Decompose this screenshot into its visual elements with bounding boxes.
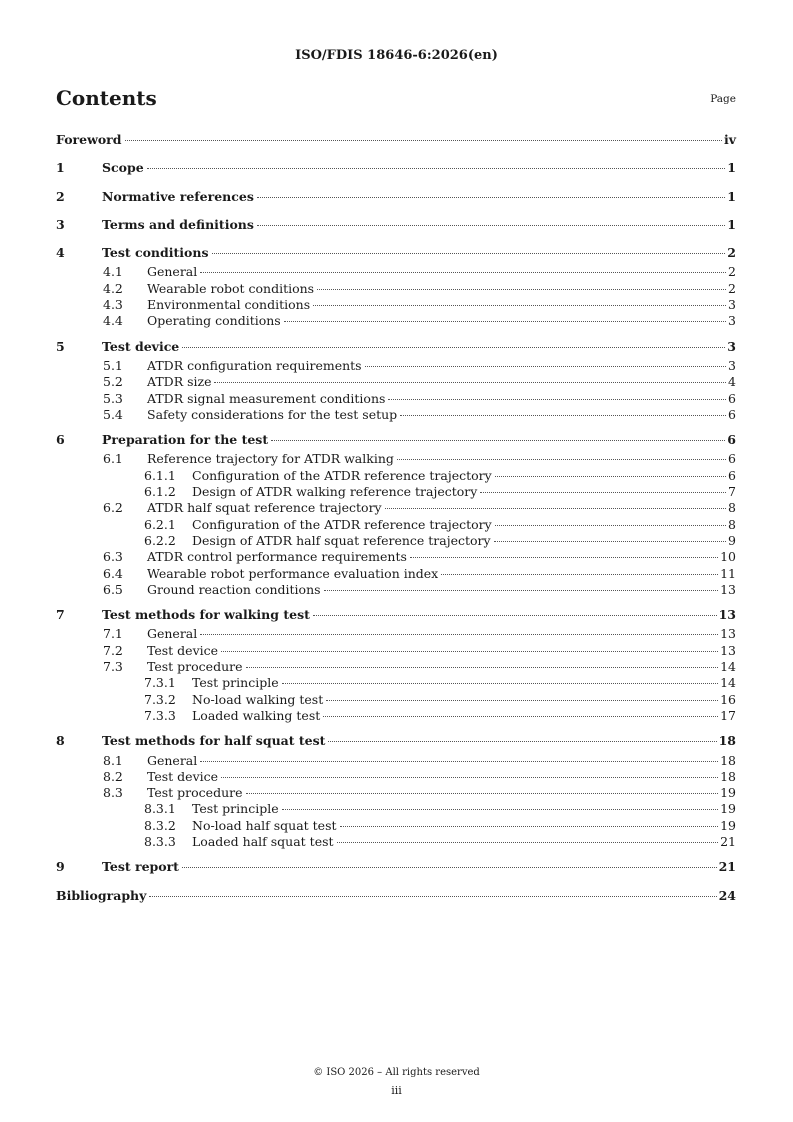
toc-entry-page: 7 <box>728 484 736 500</box>
toc-entry[interactable] <box>56 834 736 850</box>
toc-group <box>56 603 736 724</box>
toc-entry[interactable] <box>56 659 736 675</box>
dot-leader <box>284 321 726 322</box>
toc-entry-title: Safety considerations for the test setup <box>147 406 398 422</box>
dot-leader <box>313 305 726 306</box>
toc-entry[interactable] <box>56 468 736 484</box>
toc-entry-title: ATDR half squat reference trajectory <box>147 500 382 516</box>
toc-entry-page: 10 <box>720 549 736 565</box>
toc-entry-number: 6.5 <box>103 581 123 597</box>
toc-entry-title: Test device <box>147 642 219 658</box>
toc-entry-page: 8 <box>728 516 736 532</box>
toc-entry[interactable] <box>56 264 736 280</box>
toc-entry[interactable] <box>56 241 736 264</box>
toc-entry-title: Reference trajectory for ATDR walking <box>147 451 394 467</box>
dot-leader <box>125 140 722 141</box>
dot-leader <box>340 826 719 827</box>
toc-entry[interactable] <box>56 818 736 834</box>
dot-leader <box>246 667 719 668</box>
table-of-contents <box>56 128 736 912</box>
dot-leader <box>200 634 718 635</box>
toc-entry-title: Terms and definitions <box>102 213 255 236</box>
toc-entry-number: 7.2 <box>103 642 123 658</box>
toc-entry-title: ATDR configuration requirements <box>147 357 362 373</box>
toc-entry-page: 19 <box>720 817 736 833</box>
toc-entry[interactable] <box>56 533 736 549</box>
dot-leader <box>328 741 716 742</box>
toc-entry-number: 8.1 <box>103 752 123 768</box>
toc-entry-title: Design of ATDR half squat reference trajectory <box>192 532 491 548</box>
dot-leader <box>257 225 725 226</box>
dot-leader <box>200 761 718 762</box>
toc-entry-page: iv <box>723 132 736 147</box>
toc-entry-title: Test device <box>147 768 219 784</box>
toc-entry-number: 9 <box>56 859 65 875</box>
dot-leader <box>221 651 718 652</box>
toc-entry[interactable] <box>56 549 736 565</box>
toc-entry[interactable] <box>56 313 736 329</box>
toc-entry-page: 19 <box>720 785 736 801</box>
toc-entry-page: 14 <box>720 659 736 675</box>
toc-entry-title: Ground reaction conditions <box>147 581 321 597</box>
toc-entry-title: Test principle <box>192 675 279 691</box>
toc-entry-page: 19 <box>720 801 736 817</box>
page-number: iii <box>391 1084 402 1097</box>
toc-group <box>56 428 736 598</box>
dot-leader <box>495 525 726 526</box>
dot-leader <box>324 590 719 591</box>
toc-entry-number: 6.1.2 <box>144 484 176 500</box>
toc-entry[interactable] <box>56 517 736 533</box>
toc-entry-page: 1 <box>727 216 736 232</box>
toc-entry-number: 5.4 <box>103 406 123 422</box>
toc-entry-page: 18 <box>720 768 736 784</box>
toc-entry[interactable] <box>56 785 736 801</box>
toc-group <box>56 335 736 423</box>
toc-entry-page: 6 <box>727 432 736 448</box>
toc-entry[interactable] <box>56 769 736 785</box>
toc-entry-page: 13 <box>720 626 736 642</box>
toc-entry-title: Loaded half squat test <box>192 833 334 849</box>
toc-group <box>56 241 736 329</box>
toc-group <box>56 729 736 850</box>
toc-entry-number: 8.3 <box>103 785 123 801</box>
dot-leader <box>313 615 717 616</box>
toc-entry[interactable] <box>56 358 736 374</box>
toc-entry-page: 24 <box>718 887 736 903</box>
toc-entry-number: 8.3.2 <box>144 817 176 833</box>
dot-leader <box>337 842 719 843</box>
toc-entry-page: 2 <box>728 280 736 296</box>
toc-entry-title: General <box>147 752 198 768</box>
toc-entry-title: Environmental conditions <box>147 297 311 313</box>
toc-entry-page: 6 <box>728 467 736 483</box>
toc-entry-number: 7.3 <box>103 659 123 675</box>
toc-entry-page: 21 <box>720 833 736 849</box>
toc-entry-page: 2 <box>727 245 736 261</box>
toc-entry-number: 4.4 <box>103 313 123 329</box>
toc-entry-title: No-load walking test <box>192 691 324 707</box>
toc-entry-page: 18 <box>718 733 736 749</box>
toc-entry-number: 5.3 <box>103 390 123 406</box>
toc-entry-title: General <box>147 264 198 280</box>
toc-entry[interactable] <box>56 213 736 236</box>
contents-title: Contents <box>56 86 157 110</box>
dot-leader <box>388 399 726 400</box>
dot-leader <box>326 700 718 701</box>
toc-entry-page: 11 <box>720 565 736 581</box>
toc-entry-page: 13 <box>718 607 736 623</box>
toc-entry-number: 5.1 <box>103 357 123 373</box>
toc-entry-title: Design of ATDR walking reference trajectory <box>192 484 478 500</box>
toc-entry[interactable] <box>56 407 736 423</box>
toc-entry-title: Test procedure <box>147 659 243 675</box>
dot-leader <box>200 272 726 273</box>
dot-leader <box>317 289 726 290</box>
dot-leader <box>271 440 725 441</box>
toc-entry-number: 1 <box>56 160 65 176</box>
toc-entry[interactable] <box>56 451 736 467</box>
toc-entry-title: Wearable robot conditions <box>147 280 315 296</box>
toc-entry-title: Operating conditions <box>147 313 281 329</box>
toc-entry[interactable] <box>56 692 736 708</box>
toc-entry-number: 3 <box>56 216 65 232</box>
toc-entry-number: 4.1 <box>103 264 123 280</box>
toc-entry-page: 17 <box>720 707 736 723</box>
page-column-label: Page <box>710 93 736 105</box>
toc-entry[interactable] <box>56 675 736 691</box>
toc-entry-number: 4 <box>56 245 65 261</box>
toc-entry[interactable] <box>56 643 736 659</box>
toc-entry-title: Test device <box>102 335 180 358</box>
dot-leader <box>221 777 718 778</box>
toc-entry-title: Wearable robot performance evaluation index <box>147 565 439 581</box>
toc-entry[interactable] <box>56 156 736 179</box>
dot-leader <box>246 793 719 794</box>
toc-group <box>56 185 736 208</box>
dot-leader <box>397 459 726 460</box>
toc-entry[interactable] <box>56 729 736 752</box>
toc-entry-number: 8 <box>56 733 65 749</box>
toc-group <box>56 213 736 236</box>
toc-entry-title: Scope <box>102 156 145 179</box>
dot-leader <box>282 683 718 684</box>
toc-entry[interactable] <box>56 708 736 724</box>
toc-entry-number: 6.3 <box>103 549 123 565</box>
dot-leader <box>212 253 726 254</box>
toc-entry-number: 5.2 <box>103 374 123 390</box>
toc-entry[interactable] <box>56 582 736 598</box>
dot-leader <box>149 896 716 897</box>
toc-entry-page: 13 <box>720 581 736 597</box>
toc-entry-title: Foreword <box>56 128 123 151</box>
toc-entry-title: Configuration of the ATDR reference trajectory <box>192 516 492 532</box>
dot-leader <box>400 415 726 416</box>
toc-entry-number: 6.1 <box>103 451 123 467</box>
dot-leader <box>257 197 725 198</box>
toc-entry-page: 9 <box>728 532 736 548</box>
toc-entry-title: Preparation for the test <box>102 428 269 451</box>
toc-entry-page: 8 <box>728 500 736 516</box>
toc-entry[interactable] <box>56 884 736 907</box>
toc-entry-title: Test procedure <box>147 785 243 801</box>
dot-leader <box>494 541 726 542</box>
toc-entry-title: Normative references <box>102 185 255 208</box>
dot-leader <box>385 508 726 509</box>
toc-entry-number: 7.3.2 <box>144 691 176 707</box>
toc-entry[interactable] <box>56 500 736 516</box>
toc-entry-page: 6 <box>728 451 736 467</box>
toc-entry-number: 2 <box>56 188 65 204</box>
toc-entry[interactable] <box>56 391 736 407</box>
toc-group <box>56 884 736 907</box>
toc-entry-number: 8.2 <box>103 768 123 784</box>
toc-entry-page: 3 <box>728 313 736 329</box>
toc-entry-number: 6.4 <box>103 565 123 581</box>
toc-entry-number: 4.3 <box>103 297 123 313</box>
toc-entry-page: 3 <box>728 357 736 373</box>
toc-entry[interactable] <box>56 297 736 313</box>
toc-entry-title: ATDR control performance requirements <box>147 549 407 565</box>
toc-entry-number: 8.3.3 <box>144 833 176 849</box>
toc-entry-number: 7.3.3 <box>144 707 176 723</box>
toc-entry-title: Configuration of the ATDR reference trajectory <box>192 467 492 483</box>
toc-entry-page: 14 <box>720 675 736 691</box>
toc-entry-title: Test methods for half squat test <box>102 729 326 752</box>
toc-group <box>56 855 736 878</box>
toc-entry-number: 6 <box>56 432 65 448</box>
toc-entry-page: 1 <box>727 188 736 204</box>
toc-entry-title: Test principle <box>192 801 279 817</box>
document-id: ISO/FDIS 18646-6:2026(en) <box>295 48 498 63</box>
toc-entry-page: 21 <box>718 859 736 875</box>
dot-leader <box>323 716 718 717</box>
dot-leader <box>214 382 726 383</box>
toc-entry-page: 2 <box>728 264 736 280</box>
toc-entry-number: 7.1 <box>103 626 123 642</box>
dot-leader <box>410 557 718 558</box>
toc-entry-number: 6.2.2 <box>144 532 176 548</box>
toc-entry-number: 6.2.1 <box>144 516 176 532</box>
toc-entry[interactable] <box>56 281 736 297</box>
toc-entry[interactable] <box>56 801 736 817</box>
dot-leader <box>480 492 726 493</box>
toc-entry-number: 7 <box>56 607 65 623</box>
dot-leader <box>365 366 726 367</box>
toc-entry[interactable] <box>56 484 736 500</box>
toc-entry-number: 5 <box>56 338 65 354</box>
toc-entry-number: 7.3.1 <box>144 675 176 691</box>
toc-entry-page: 13 <box>720 642 736 658</box>
toc-entry-page: 6 <box>728 406 736 422</box>
toc-entry-page: 6 <box>728 390 736 406</box>
dot-leader <box>282 809 718 810</box>
dot-leader <box>495 476 726 477</box>
toc-entry-page: 1 <box>727 160 736 176</box>
toc-entry-page: 3 <box>728 297 736 313</box>
toc-entry-number: 4.2 <box>103 280 123 296</box>
toc-group <box>56 156 736 179</box>
toc-entry-title: ATDR signal measurement conditions <box>147 390 386 406</box>
toc-entry-number: 8.3.1 <box>144 801 176 817</box>
toc-entry-number: 6.2 <box>103 500 123 516</box>
toc-entry-title: Test conditions <box>102 241 210 264</box>
toc-entry-page: 16 <box>720 691 736 707</box>
toc-entry-title: ATDR size <box>147 374 212 390</box>
toc-entry-page: 3 <box>727 338 736 354</box>
toc-entry-title: General <box>147 626 198 642</box>
dot-leader <box>441 574 718 575</box>
toc-entry[interactable] <box>56 374 736 390</box>
toc-entry-title: Loaded walking test <box>192 707 321 723</box>
toc-entry[interactable] <box>56 753 736 769</box>
dot-leader <box>147 168 726 169</box>
toc-entry-title: Test methods for walking test <box>102 603 311 626</box>
toc-entry[interactable] <box>56 185 736 208</box>
toc-entry[interactable] <box>56 335 736 358</box>
toc-entry-title: Bibliography <box>56 884 147 907</box>
toc-entry-title: No-load half squat test <box>192 817 337 833</box>
toc-entry[interactable] <box>56 128 736 151</box>
toc-entry[interactable] <box>56 855 736 878</box>
toc-group <box>56 128 736 151</box>
toc-entry-number: 6.1.1 <box>144 467 176 483</box>
dot-leader <box>182 867 717 868</box>
copyright-notice: © ISO 2026 – All rights reserved <box>313 1067 480 1078</box>
toc-entry[interactable] <box>56 626 736 642</box>
toc-entry[interactable] <box>56 603 736 626</box>
toc-entry[interactable] <box>56 428 736 451</box>
toc-entry-page: 18 <box>720 752 736 768</box>
toc-entry-title: Test report <box>102 855 180 878</box>
toc-entry[interactable] <box>56 566 736 582</box>
toc-entry-page: 4 <box>728 374 736 390</box>
dot-leader <box>182 347 725 348</box>
